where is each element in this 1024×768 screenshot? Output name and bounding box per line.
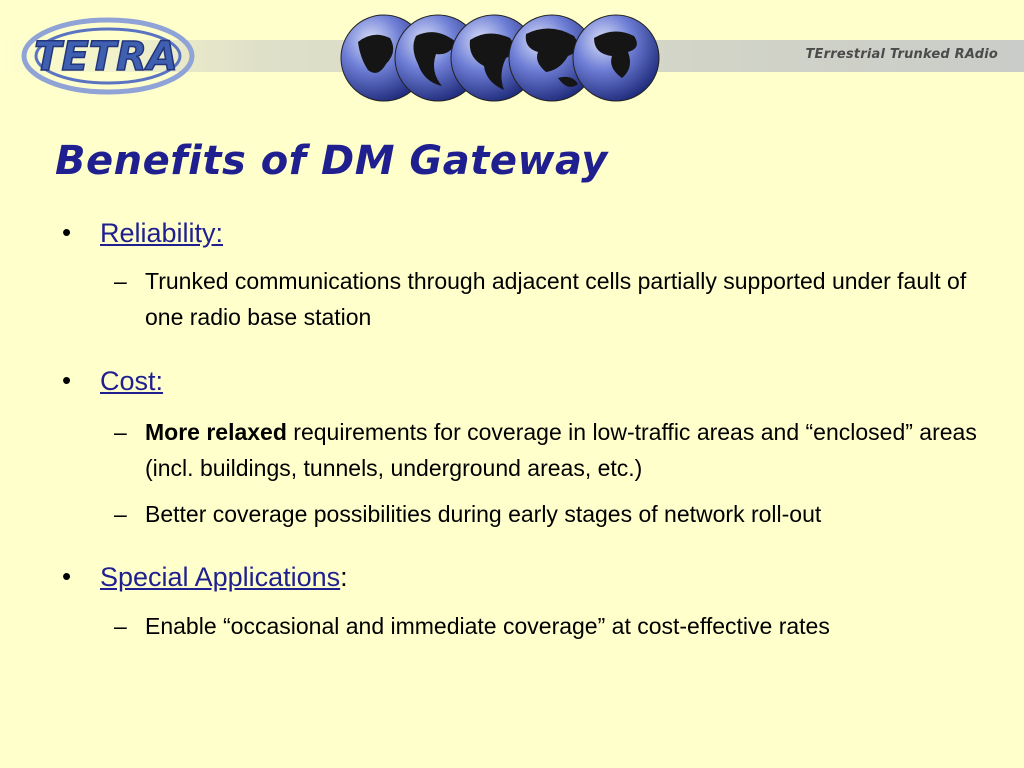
item-text: Enable “occasional and immediate coverage” at cost-effective rates [145, 613, 830, 639]
item-text: requirements for coverage in low-traffic areas and “enclosed” areas (incl. buildings, tunnels, underground areas, etc.) [145, 419, 977, 481]
section-heading-reliability: Reliability: [100, 218, 224, 248]
dash-icon: – [114, 268, 127, 294]
slide-title: Benefits of DM Gateway [55, 138, 608, 184]
globes-graphic [338, 12, 668, 104]
list-item [145, 414, 1005, 486]
section-heading-cost: Cost: [100, 366, 164, 396]
item-text: Better coverage possibilities during early stages of network roll-out [145, 501, 822, 527]
header-tagline: TErrestrial Trunked RAdio [805, 47, 998, 62]
logo-text: TETRA [34, 34, 178, 80]
section-heading-special [100, 562, 348, 593]
list-item [145, 608, 1005, 644]
list-item [145, 496, 1005, 532]
globe-icon [573, 15, 659, 101]
item-text: Trunked communications through adjacent cells partially supported under fault of one radio base station [145, 268, 967, 330]
dash-icon: – [114, 501, 127, 527]
dash-icon: – [114, 419, 127, 445]
dash-icon: – [114, 613, 127, 639]
list-item [145, 263, 1005, 335]
bullet-icon: • [62, 365, 72, 395]
heading-text: Special Applications [100, 562, 341, 592]
tetra-logo [20, 14, 200, 98]
heading-colon: : [340, 562, 348, 592]
bullet-icon: • [62, 217, 72, 247]
bullet-icon: • [62, 561, 72, 591]
slide-header [0, 0, 1024, 110]
item-bold-text: More relaxed [145, 419, 287, 445]
